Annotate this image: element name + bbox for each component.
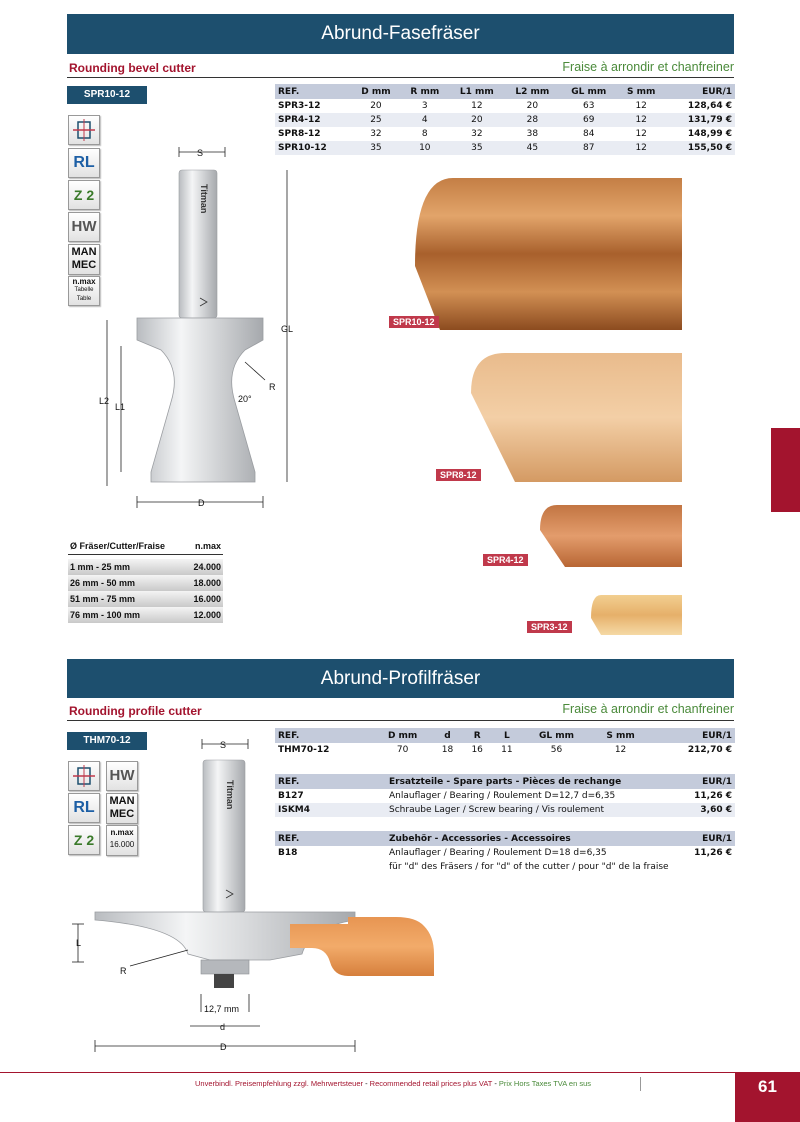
col-d: D mm [373,728,433,743]
cell: 26 mm - 50 mm [68,575,186,591]
dim-bearing-label: 12,7 mm [204,1004,240,1014]
cell: 131,79 € [665,113,735,127]
profile-label-spr3: SPR3-12 [527,621,572,633]
cell: 38 [526,129,539,139]
dim-s-label: S [220,740,227,750]
table-row [275,127,735,141]
col-l2: L2 mm [505,84,561,99]
profile-label-spr8: SPR8-12 [436,469,481,481]
section1-subtitle-fr: Fraise à arrondir et chanfreiner [562,60,734,74]
cell: 56 [550,745,563,755]
footer-text [195,1079,591,1088]
footer-divider [640,1077,641,1091]
section1-spec-table [275,84,735,155]
speed-table [68,538,223,623]
man-label: MAN [71,246,97,258]
cell: 12 [635,101,647,111]
section2-title: Abrund-Profilfräser [67,659,734,698]
cell: SPR3-12 [278,101,321,111]
cell: 11,26 € [694,848,732,858]
cell: B18 [278,848,298,858]
mec-label: MEC [109,808,135,820]
table-header [275,84,735,99]
cell: 63 [582,101,595,111]
man-label: MAN [109,795,135,807]
cell: 3,60 € [681,803,735,817]
col-ref: REF. [275,84,351,99]
dim-r-label: R [120,966,127,976]
dim-s-label: S [197,148,204,158]
cell: SPR8-12 [278,129,321,139]
cell: 10 [401,141,450,155]
nmax-value: 16.000 [109,840,135,849]
cell: Schraube Lager / Screw bearing / Vis roulement [386,803,681,817]
cell: 45 [505,141,561,155]
cell: 3 [421,101,428,111]
wood-profiles-1 [405,170,690,640]
cell: 20 [526,101,539,111]
cell: 16.000 [186,591,223,607]
cell: 87 [560,141,617,155]
accessory-note: für "d" des Fräsers / for "d" of the cutter / pour "d" de la fraise [389,862,669,872]
cell: 35 [449,141,505,155]
cell: 12 [617,141,665,155]
cell: 12 [614,745,627,755]
dim-l1-label: L1 [115,402,126,412]
cell: 20 [370,101,382,111]
nmax-label: n.max [72,277,96,286]
profile-cutter-drawing [70,732,370,1062]
section1-subtitle-en: Rounding bevel cutter [69,61,196,75]
section2-subtitle-fr: Fraise à arrondir et chanfreiner [562,702,734,716]
cell: 69 [560,113,617,127]
col-ref: REF. [275,774,386,789]
col-ref: REF. [275,728,373,743]
cell: 12 [617,113,665,127]
brand-label: Titman [199,184,209,214]
cell: Anlauflager / Bearing / Roulement D=12,7 d=6,35 [389,791,616,801]
col-description: Zubehör - Accessories - Accessoires [386,831,678,846]
bevel-cutter-drawing [95,140,305,520]
col-price: EUR/1 [650,728,735,743]
footer-de: Unverbindl. Preisempfehlung zzgl. Mehrwertsteuer [195,1079,363,1088]
dim-angle-label: 20° [238,394,252,404]
footer-en: Recommended retail prices plus VAT [369,1079,493,1088]
cell: 25 [351,113,400,127]
table-row [275,141,735,155]
table-row [68,559,223,575]
cell: 32 [370,129,382,139]
col-small-d: d [433,728,463,743]
dim-small-d-label: d [220,1022,226,1032]
cell: 76 mm - 100 mm [68,607,186,623]
footer-sep-1: - [363,1079,370,1088]
dim-l-label: L [76,938,82,948]
col-l1: L1 mm [449,84,505,99]
table-row [68,591,223,607]
cell: 20 [449,113,505,127]
cell: 128,64 € [687,101,732,111]
cell: 148,99 € [687,129,732,139]
brand-label: Titman [225,780,235,810]
hw-icon: HW [106,761,138,791]
col-ref: REF. [275,831,386,846]
cell: 35 [351,141,400,155]
profile-label-spr10: SPR10-12 [389,316,439,328]
profile-label-spr4: SPR4-12 [483,554,528,566]
col-s: S mm [591,728,649,743]
hw-icon: HW [68,212,100,242]
footer-rule [0,1072,735,1073]
cell: 8 [421,129,428,139]
page-number: 61 [735,1072,800,1122]
section2-ref-tag: THM70-12 [67,732,147,750]
cell: B127 [278,791,304,801]
dim-gl-label: GL [281,324,294,334]
mec-label: MEC [71,259,97,271]
col-d: D mm [351,84,400,99]
rl-icon: RL [68,793,100,823]
side-tab [771,428,800,512]
cell: ISKM4 [275,803,386,817]
cell: THM70-12 [278,745,330,755]
cell: 18 [441,745,454,755]
speed-header-diameter: Ø Fräser/Cutter/Fraise [68,538,186,555]
section1-ref-tag: SPR10-12 [67,86,147,104]
section2-divider [67,720,734,721]
z2-icon: Z 2 [68,180,100,210]
cell: 1 mm - 25 mm [68,559,186,575]
cell: 12 [635,129,647,139]
cell: 28 [505,113,561,127]
cell: 24.000 [186,559,223,575]
cell: 84 [582,129,595,139]
section1-divider [67,77,734,78]
col-price: EUR/1 [681,774,735,789]
col-description: Ersatzteile - Spare parts - Pièces de rechange [386,774,681,789]
table-row [275,99,735,113]
z2-icon: Z 2 [68,825,100,855]
dim-d-label: D [220,1042,227,1052]
cell: 70 [396,745,409,755]
rl-icon: RL [68,148,100,178]
tabelle-label: Tabelle [74,287,94,293]
table-row [68,607,223,623]
cell: SPR10-12 [275,141,351,155]
cell: SPR4-12 [275,113,351,127]
col-gl: GL mm [560,84,617,99]
cell: 12.000 [186,607,223,623]
col-s: S mm [617,84,665,99]
col-r: R mm [401,84,450,99]
col-price: EUR/1 [665,84,735,99]
footer-sep-2: - [492,1079,499,1088]
footer-fr: Prix Hors Taxes TVA en sus [498,1079,592,1088]
nmax-label: n.max [110,828,134,837]
table-row [68,575,223,591]
dim-r-label: R [269,382,276,392]
wood-profile-2 [288,914,436,980]
col-price: EUR/1 [678,831,735,846]
table-row [275,113,735,127]
col-l: L [492,728,522,743]
col-r: R [462,728,492,743]
cell: 155,50 € [665,141,735,155]
speed-header-nmax: n.max [186,538,223,555]
cell: 11 [501,745,513,755]
dim-l2-label: L2 [99,396,110,406]
cell: 18.000 [186,575,223,591]
section1-title: Abrund-Fasefräser [67,14,734,54]
cell: Anlauflager / Bearing / Roulement D=18 d=6,35 [389,848,607,858]
table-label: Table [76,296,92,302]
section2-subtitle-en: Rounding profile cutter [69,704,202,718]
speed-table-header [68,538,223,555]
cell: 212,70 € [687,745,732,755]
cell: 51 mm - 75 mm [68,591,186,607]
cell: 11,26 € [694,791,732,801]
col-gl: GL mm [522,728,592,743]
cell: 4 [401,113,450,127]
cell: 32 [471,129,483,139]
cell: 16 [471,745,483,755]
dim-d-label: D [198,498,205,508]
cell: 12 [471,101,483,111]
